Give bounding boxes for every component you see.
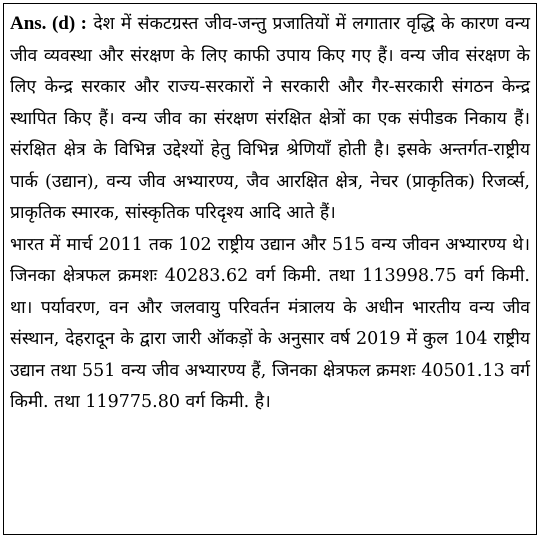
answer-label: Ans. (d) : bbox=[10, 13, 87, 34]
answer-text-1: देश में संकटग्रस्त जीव-जन्तु प्रजातियों में लगातार वृद्धि के कारण वन्य जीव व्यवस्था और संरक्षण के लिए काफी उपाय किए गए हैं। वन्य जीव संरक्षण के लिए केन्द्र सरकार और राज्य-सरकारों ने सरकारी और गैर-सरकारी संगठन केन्द्र स्थापित किए हैं। वन्य जीव का संरक्षण संरक्षित क्षेत्रों का एक संपीडक निकाय हैं। संरक्षित क्षेत्र के विभिन्न उद्देश्यों हेतु विभिन्न श्रेणियाँ होती है। इसके अन्तर्गत-राष्ट्रीय पार्क (उद्यान), वन्य जीव अभ्यारण्य, जैव आरक्षित क्षेत्र, नेचर (प्राकृतिक) रिजर्व्स, प्राकृतिक स्मारक, सांस्कृतिक परिदृश्य आदि आते हैं। bbox=[10, 14, 530, 223]
answer-box bbox=[3, 3, 537, 535]
answer-paragraph-1 bbox=[10, 8, 530, 230]
answer-paragraph-2: भारत में मार्च 2011 तक 102 राष्ट्रीय उद्यान और 515 वन्य जीवन अभ्यारण्य थे। जिनका क्षेत्रफल क्रमशः 40283.62 वर्ग किमी. तथा 113998.75 वर्ग किमी. था। पर्यावरण, वन और जलवायु परिवर्तन मंत्रालय के अधीन भारतीय वन्य जीव संस्थान, देहरादून के द्वारा जारी ऑकड़ों के अनुसार वर्ष 2019 में कुल 104 राष्ट्रीय उद्यान तथा 551 वन्य जीव अभ्यारण्य हैं, जिनका क्षेत्रफल क्रमशः 40501.13 वर्ग किमी. तथा 119775.80 वर्ग किमी. है। bbox=[10, 234, 530, 412]
